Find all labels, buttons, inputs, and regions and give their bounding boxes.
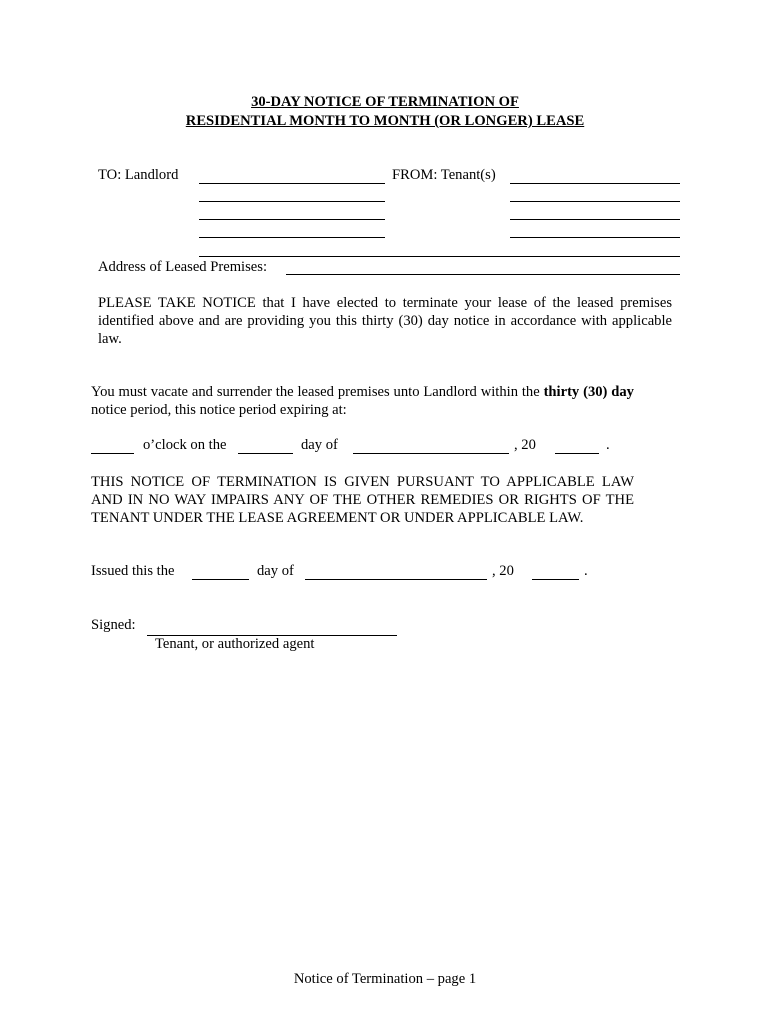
vacate-text-start: You must vacate and surrender the leased premises unto Landlord within the <box>91 384 544 400</box>
tenant-line-4-field[interactable] <box>510 237 680 238</box>
issued-day-of-label: day of <box>257 563 294 579</box>
expiry-day-of-label: day of <box>301 437 338 453</box>
tenant-line-2-field[interactable] <box>510 201 680 202</box>
vacate-period-emphasis: thirty (30) day <box>543 384 634 400</box>
notice-paragraph: PLEASE TAKE NOTICE that I have elected to terminate your lease of the leased premises identified above and are providing you this thirty (30) day notice in accordance with applicable law. <box>98 295 672 347</box>
landlord-name-field[interactable] <box>199 183 385 184</box>
issued-label: Issued this the <box>91 563 175 579</box>
issued-year-prefix: , 20 <box>492 563 514 579</box>
vacate-text-end: notice period, this notice period expiring at: <box>91 402 347 418</box>
issued-period: . <box>584 563 588 579</box>
vacate-paragraph <box>91 383 634 419</box>
issued-day-field[interactable] <box>192 579 249 580</box>
tenant-name-field[interactable] <box>510 183 680 184</box>
landlord-line-3-field[interactable] <box>199 219 385 220</box>
tenant-line-3-field[interactable] <box>510 219 680 220</box>
to-landlord-label: TO: Landlord <box>98 167 179 183</box>
expiry-hour-field[interactable] <box>91 453 134 454</box>
issued-month-field[interactable] <box>305 579 487 580</box>
page-footer: Notice of Termination – page 1 <box>293 971 477 987</box>
expiry-period: . <box>606 437 610 453</box>
issued-year-field[interactable] <box>532 579 579 580</box>
expiry-day-field[interactable] <box>238 453 293 454</box>
document-title-line1: 30-DAY NOTICE OF TERMINATION OF <box>251 94 519 110</box>
landlord-line-4-field[interactable] <box>199 237 385 238</box>
from-tenant-label: FROM: Tenant(s) <box>392 167 496 183</box>
address-line-1-field[interactable] <box>199 256 680 257</box>
document-title-line2: RESIDENTIAL MONTH TO MONTH (OR LONGER) LEASE <box>185 113 585 129</box>
legal-paragraph: THIS NOTICE OF TERMINATION IS GIVEN PURSUANT TO APPLICABLE LAW AND IN NO WAY IMPAIRS ANY OF THE OTHER REMEDIES OR RIGHTS OF THE TENANT UNDER THE LEASE AGREEMENT OR UNDER APPLICABLE LAW. <box>91 474 634 526</box>
expiry-year-field[interactable] <box>555 453 599 454</box>
oclock-label: o’clock on the <box>143 437 227 453</box>
expiry-year-prefix: , 20 <box>514 437 536 453</box>
expiry-month-field[interactable] <box>353 453 509 454</box>
signature-caption: Tenant, or authorized agent <box>155 636 315 652</box>
address-field[interactable] <box>286 274 680 275</box>
address-label: Address of Leased Premises: <box>98 259 268 275</box>
signed-label: Signed: <box>91 617 136 633</box>
landlord-line-2-field[interactable] <box>199 201 385 202</box>
